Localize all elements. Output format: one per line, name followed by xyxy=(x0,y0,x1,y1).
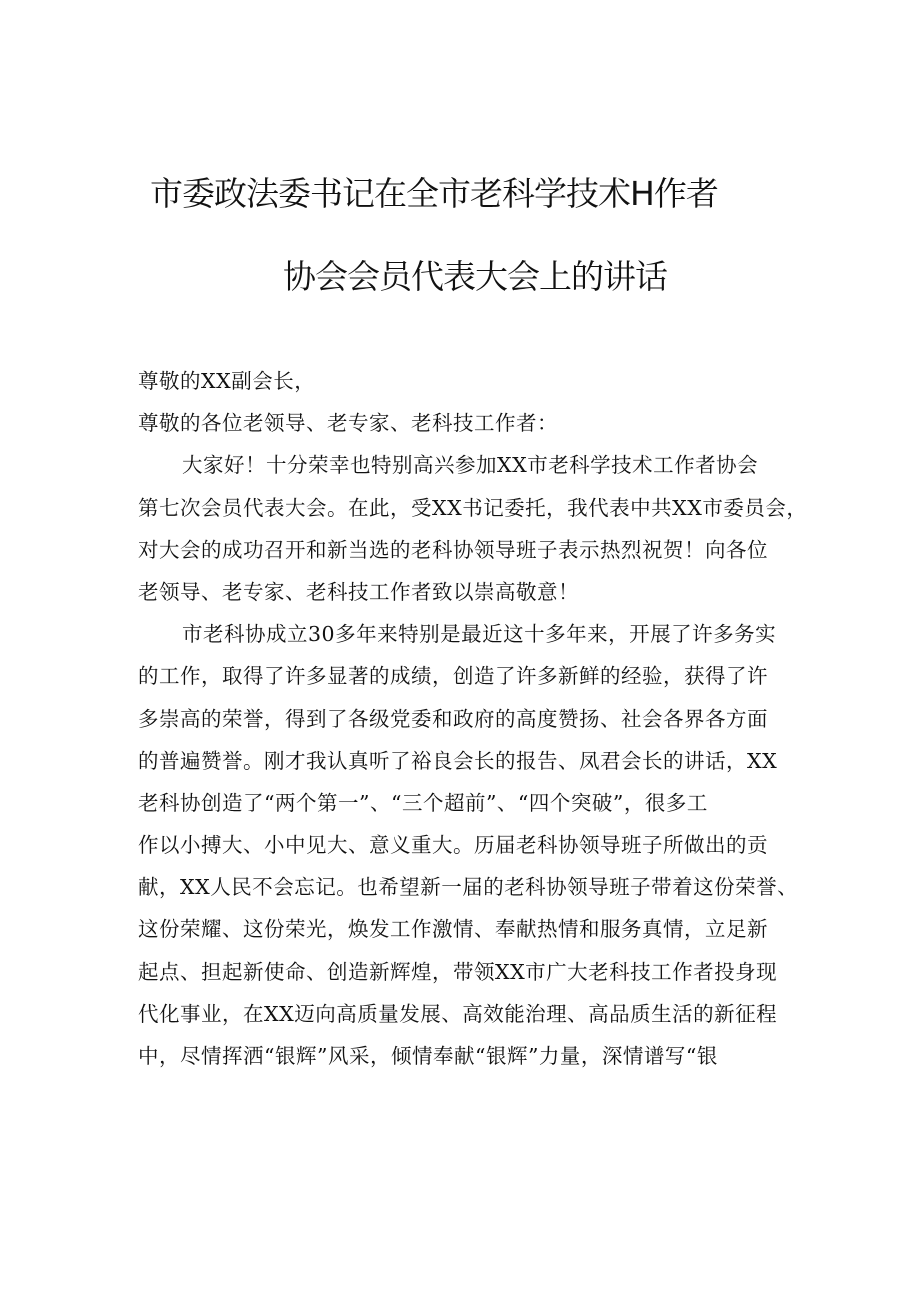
salutation-2: 尊敬的各位老领导、老专家、老科技工作者： xyxy=(138,411,558,436)
paragraph-line: 大家好！十分荣幸也特别高兴参加XX市老科学技术工作者协会 xyxy=(182,453,759,478)
paragraph-line: 对大会的成功召开和新当选的老科协领导班子表示热烈祝贺！向各位 xyxy=(138,537,768,562)
paragraph-line: 市老科协成立30多年来特别是最近这十多年来，开展了许多务实 xyxy=(182,622,777,647)
salutation-1: 尊敬的XX副会长， xyxy=(138,369,316,393)
title-line-2: 协会会员代表大会上的讲话 xyxy=(283,257,667,296)
title-line-1: 市委政法委书记在全市老科学技术H作者 xyxy=(150,174,718,213)
paragraph-line: 第七次会员代表大会。在此，受XX书记委托，我代表中共XX市委员会， xyxy=(138,495,808,520)
paragraph-line: 献，XX人民不会忘记。也希望新一届的老科协领导班子带着这份荣誉、 xyxy=(138,875,799,900)
paragraph-line: 的普遍赞誉。刚才我认真听了裕良会长的报告、凤君会长的讲话，XX xyxy=(138,748,778,773)
document-body xyxy=(138,360,810,1077)
paragraph-1 xyxy=(138,444,810,613)
paragraph-line: 代化事业，在XX迈向高质量发展、高效能治理、高品质生活的新征程 xyxy=(138,1001,778,1026)
paragraph-line: 老领导、老专家、老科技工作者致以崇高敬意！ xyxy=(138,579,579,604)
paragraph-line: 这份荣耀、这份荣光，焕发工作激情、奉献热情和服务真情，立足新 xyxy=(138,917,768,942)
paragraph-line: 中，尽情挥洒“银辉”风采，倾情奉献“银辉”力量，深情谱写“银 xyxy=(138,1044,718,1068)
paragraph-line: 作以小搏大、小中见大、意义重大。历届老科协领导班子所做出的贡 xyxy=(138,833,768,858)
paragraph-2 xyxy=(138,613,810,1077)
paragraph-line: 的工作，取得了许多显著的成绩，创造了许多新鲜的经验，获得了许 xyxy=(138,664,768,689)
paragraph-line: 老科协创造了“两个第一”、“三个超前”、“四个突破”，很多工 xyxy=(138,790,708,815)
paragraph-line: 多崇高的荣誉，得到了各级党委和政府的高度赞扬、社会各界各方面 xyxy=(138,706,768,731)
paragraph-line: 起点、担起新使命、创造新辉煌，带领XX市广大老科技工作者投身现 xyxy=(138,959,778,984)
